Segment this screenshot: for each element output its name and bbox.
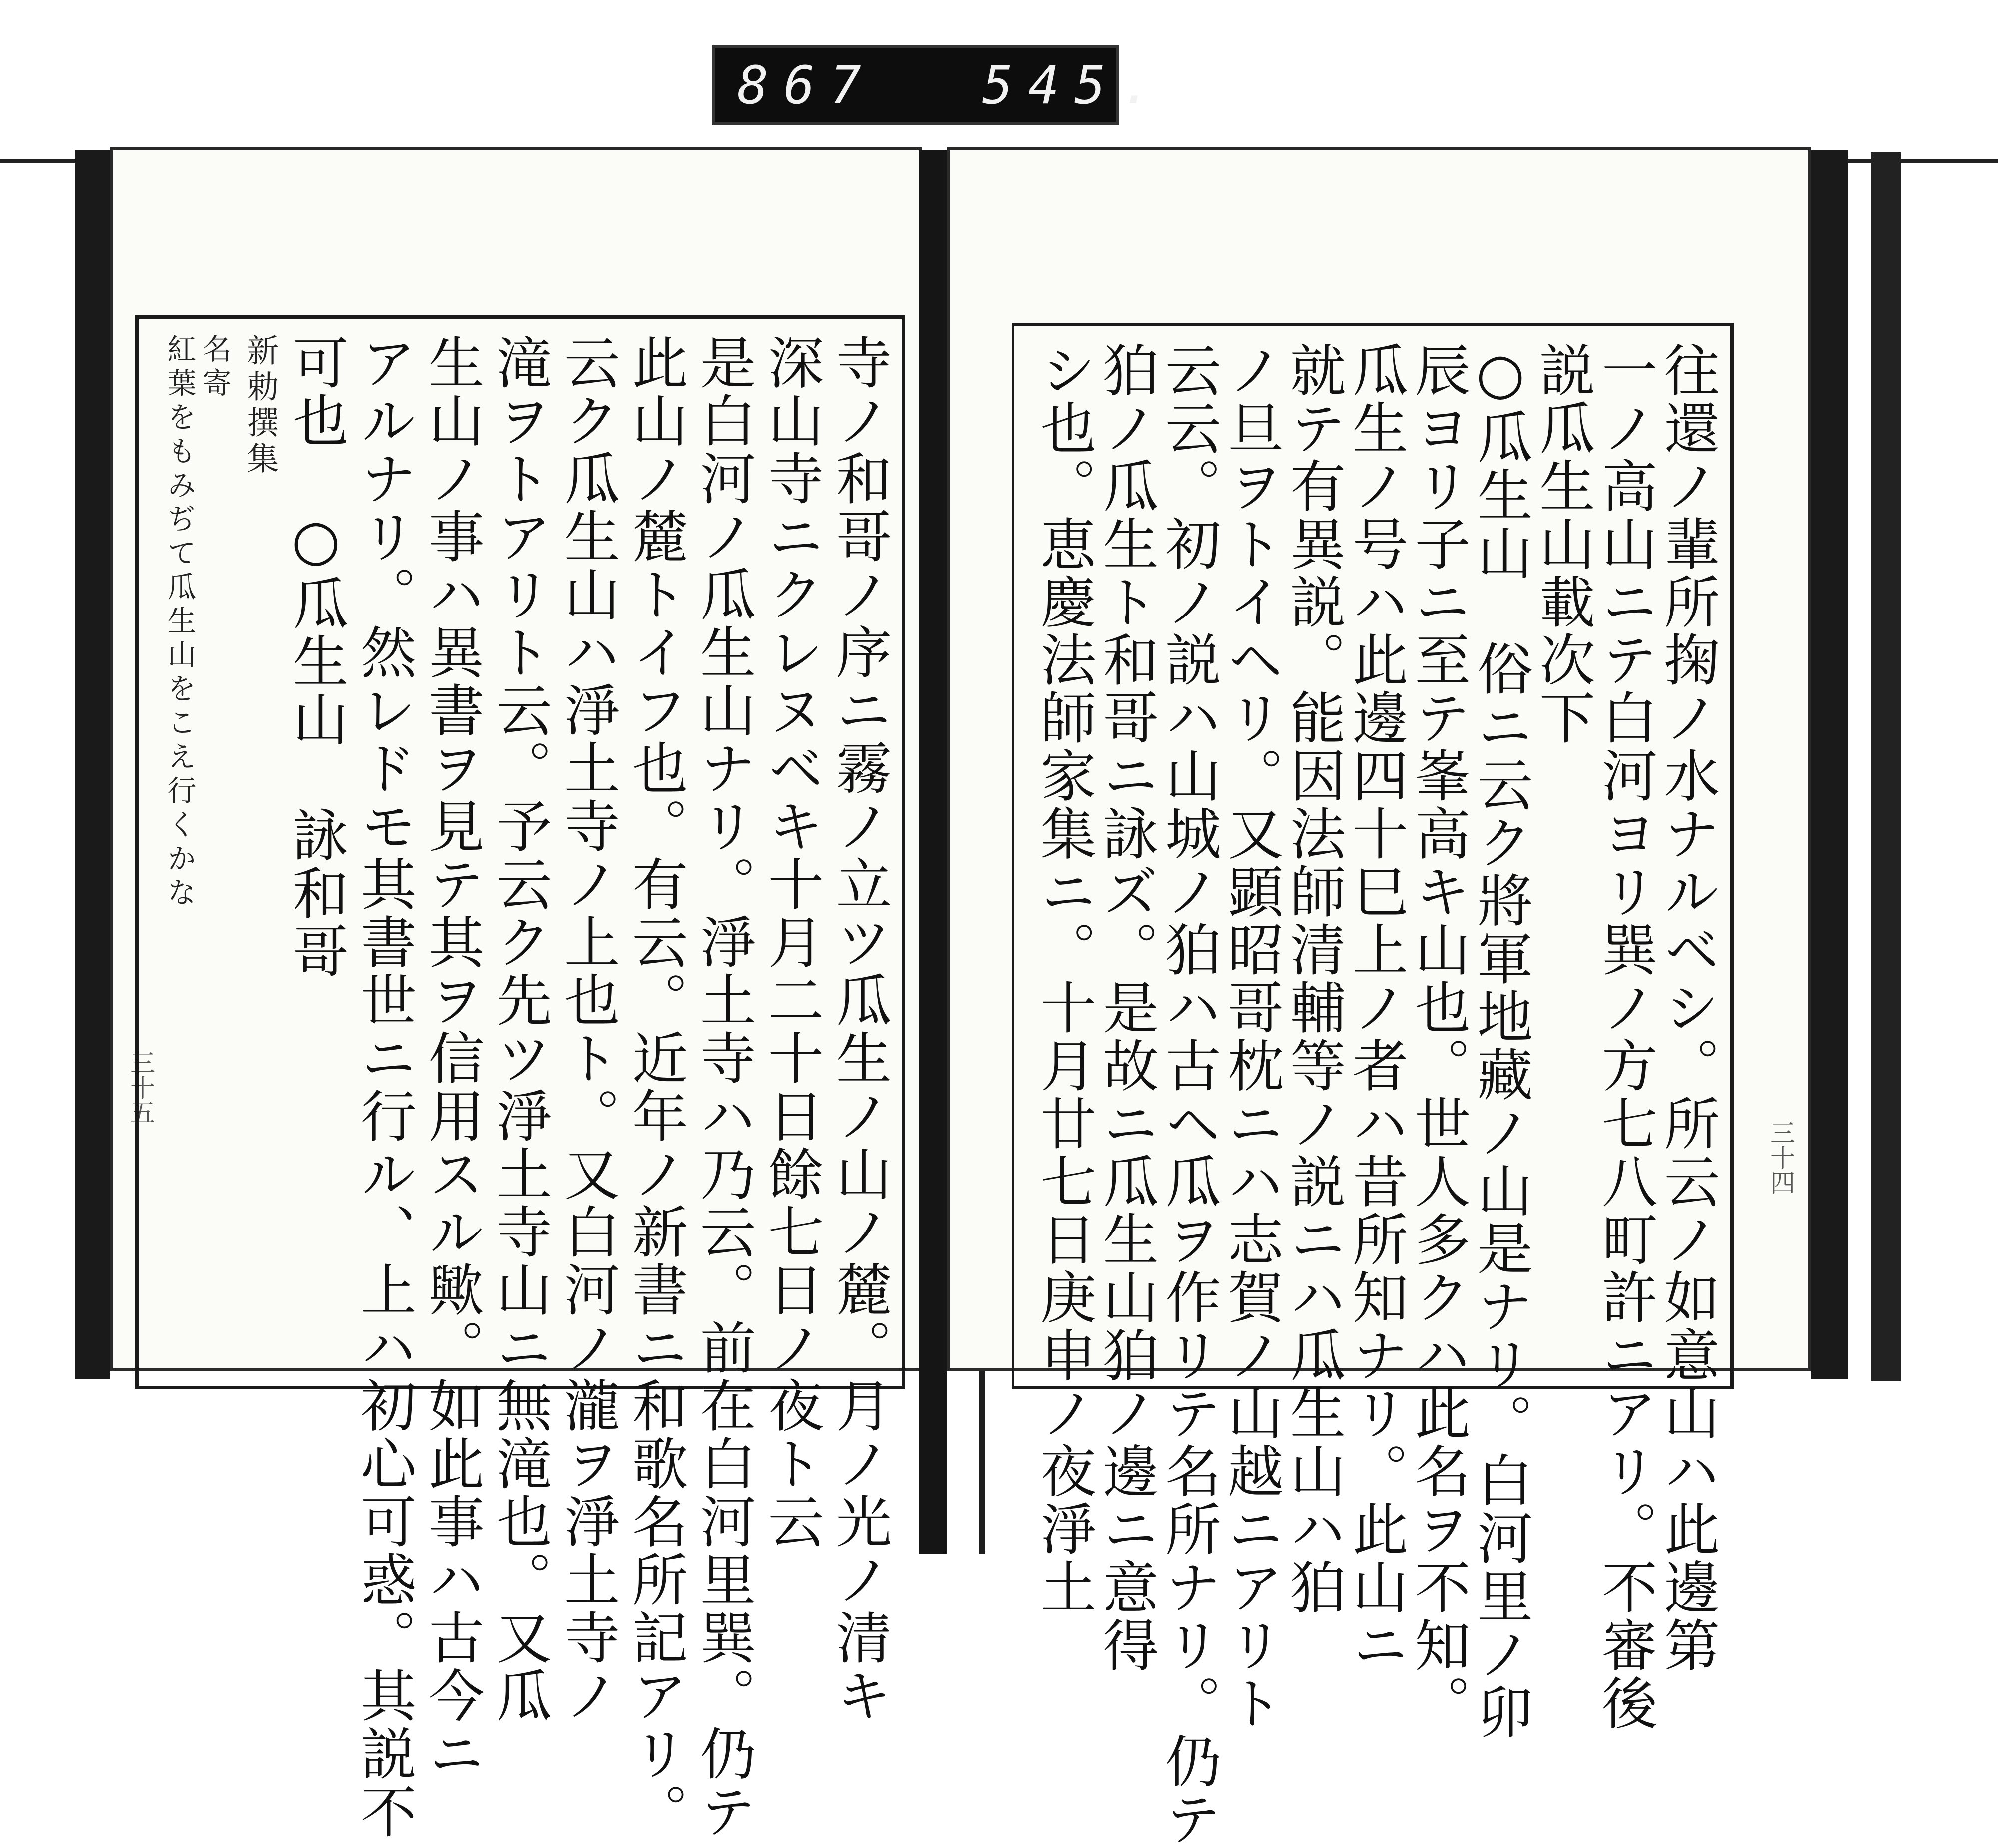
text-column: 此山ノ麓トイフ也。有云。近年ノ新書ニ和歌名所記アリ。 (623, 334, 688, 1841)
right-spine (1811, 150, 1848, 1379)
left-page-number: 三十五 (126, 1050, 155, 1125)
text-column: 云ク瓜生山ハ淨土寺ノ上也ト。又白河ノ瀧ヲ淨土寺ノ (555, 334, 620, 1725)
right-page (947, 147, 1811, 1848)
text-column: 説瓜生山載次下 (1530, 341, 1595, 747)
text-column: 寺ノ和哥ノ序ニ霧ノ立ツ瓜生ノ山ノ麓。月ノ光ノ清キ (827, 334, 892, 1725)
label-right-number: 545. (982, 55, 1167, 116)
text-column: 往還ノ輩所掬ノ水ナルベシ。所云ノ如意山ハ此邊第 (1655, 341, 1720, 1674)
right-page-number: 三十四 (1766, 1120, 1795, 1195)
text-column: 滝ヲトアリト云。予云ク先ツ淨土寺山ニ無滝也。又瓜 (487, 334, 552, 1725)
poem-line: 名寄 (197, 334, 232, 402)
archive-label (712, 45, 1167, 125)
right-spine-edge (1871, 152, 1901, 1381)
text-column: 深山寺ニクレヌベキ十月二十日餘七日ノ夜ト云 (759, 334, 824, 1551)
poem-line: 紅葉をもみぢて瓜生山をこえ行くかな (162, 334, 197, 911)
right-text-frame (1012, 323, 1734, 1848)
text-column: 瓜生ノ号ハ此邊四十巳上ノ者ハ昔所知ナリ。此山ニ (1343, 341, 1408, 1674)
left-page (110, 147, 922, 1841)
book-gutter (919, 150, 947, 1554)
label-left-number: 867 (737, 55, 876, 116)
text-column: シ也。恵慶法師家集ニ。十月廿七日庚申ノ夜淨土 (1031, 341, 1096, 1616)
text-column: 可也 ○瓜生山 詠和哥 (283, 334, 349, 980)
section-heading-column: ○瓜生山 俗ニ云ク將軍地藏ノ山是ナリ。白河里ノ卯 (1468, 341, 1533, 1741)
right-text-columns (1029, 341, 1720, 1848)
text-column: 一ノ高山ニテ白河ヨリ巽ノ方七八町許ニアリ。不審後 (1592, 341, 1658, 1732)
left-text-frame (135, 315, 905, 1841)
text-column: 云云。初ノ説ハ山城ノ狛ハ古ヘ瓜ヲ作リテ名所ナリ。仍テ (1156, 341, 1221, 1848)
text-column: アルナリ。然レドモ其書世ニ行ル、上ハ初心可惑。其説不 (351, 334, 417, 1841)
text-column: 是白河ノ瓜生山ナリ。淨土寺ハ乃云。前在白河里巽。仍テ (691, 334, 756, 1841)
text-column: 狛ノ瓜生ト和哥ニ詠ズ。是故ニ瓜生山狛ノ邊ニ意得 (1093, 341, 1159, 1674)
left-spine (75, 150, 110, 1379)
text-column: ノ旦ヲトイヘリ。又顕昭哥枕ニハ志賀ノ山越ニアリト (1218, 341, 1284, 1732)
anthology-note: 新勅撰集 (241, 334, 279, 478)
text-column: 生山ノ事ハ異書ヲ見テ其ヲ信用スル歟。如此事ハ古今ニ (419, 334, 485, 1783)
text-column: 就テ有異説。能因法師清輔等ノ説ニハ瓜生山ハ狛 (1281, 341, 1346, 1616)
left-text-columns (159, 334, 892, 1841)
text-column: 辰ヨリ子ニ至テ峯高キ山也。世人多クハ此名ヲ不知。 (1405, 341, 1471, 1732)
